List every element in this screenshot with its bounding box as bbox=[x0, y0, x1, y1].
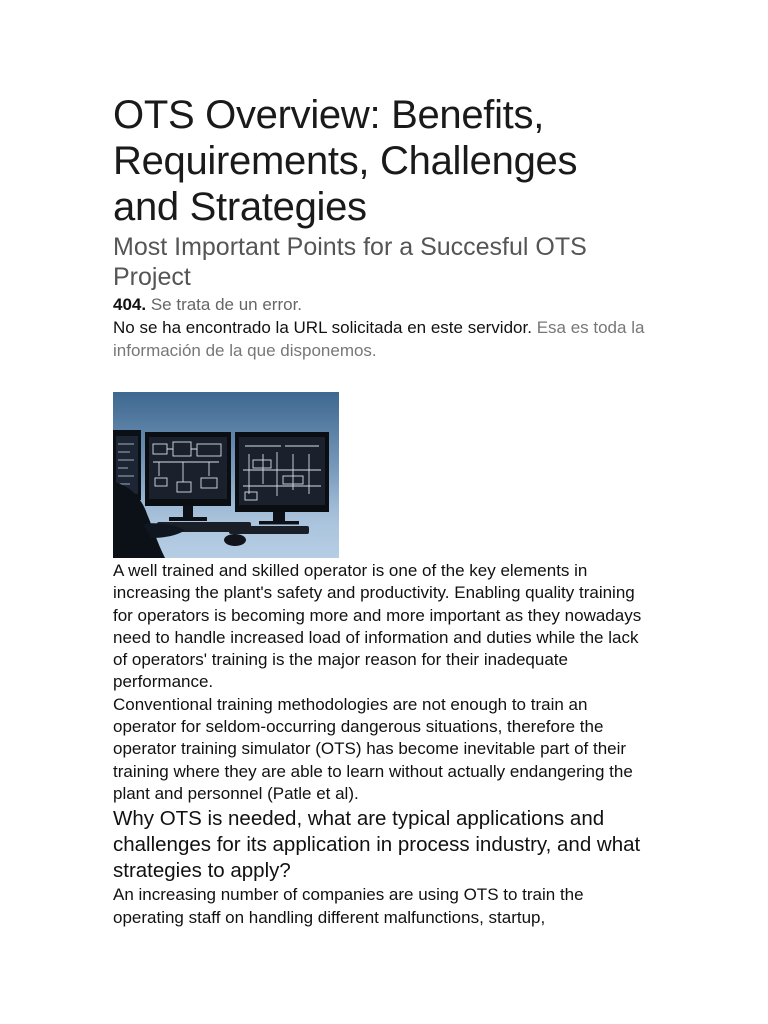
error-message: Se trata de un error. bbox=[150, 295, 303, 314]
error-code: 404. bbox=[113, 295, 147, 314]
control-room-monitors-image bbox=[113, 392, 339, 558]
paragraph: Conventional training methodologies are not enough to train an operator for seldom-occurring dangerous situations, therefore the operator training simulator (OTS) has become inevitable part of their training where they are able to learn without actually endangering the plant and personnel (Patle et al). bbox=[113, 694, 633, 803]
error-detail-line bbox=[113, 316, 653, 362]
error-detail-extra: Esa es toda la información de la que disponemos. bbox=[113, 318, 645, 360]
paragraph: A well trained and skilled operator is one of the key elements in increasing the plant's safety and productivity. Enabling quality training for operators is becoming more and more important as they nowadays need to handle increased load of information and duties while the lack of operators' training is the major reason for their inadequate performance. bbox=[113, 561, 642, 692]
document-content bbox=[113, 92, 653, 929]
page-subtitle: Most Important Points for a Succesful OTS Project bbox=[113, 233, 587, 291]
section-heading: Why OTS is needed, what are typical applications and challenges for its application in process industry, and what strategies to apply? bbox=[113, 807, 641, 883]
error-message-line bbox=[113, 294, 653, 316]
error-detail: No se ha encontrado la URL solicitada en este servidor. bbox=[113, 318, 532, 337]
page-title: OTS Overview: Benefits, Requirements, Challenges and Strategies bbox=[113, 93, 578, 229]
section-paragraph: An increasing number of companies are using OTS to train the operating staff on handling different malfunctions, startup, bbox=[113, 885, 584, 927]
